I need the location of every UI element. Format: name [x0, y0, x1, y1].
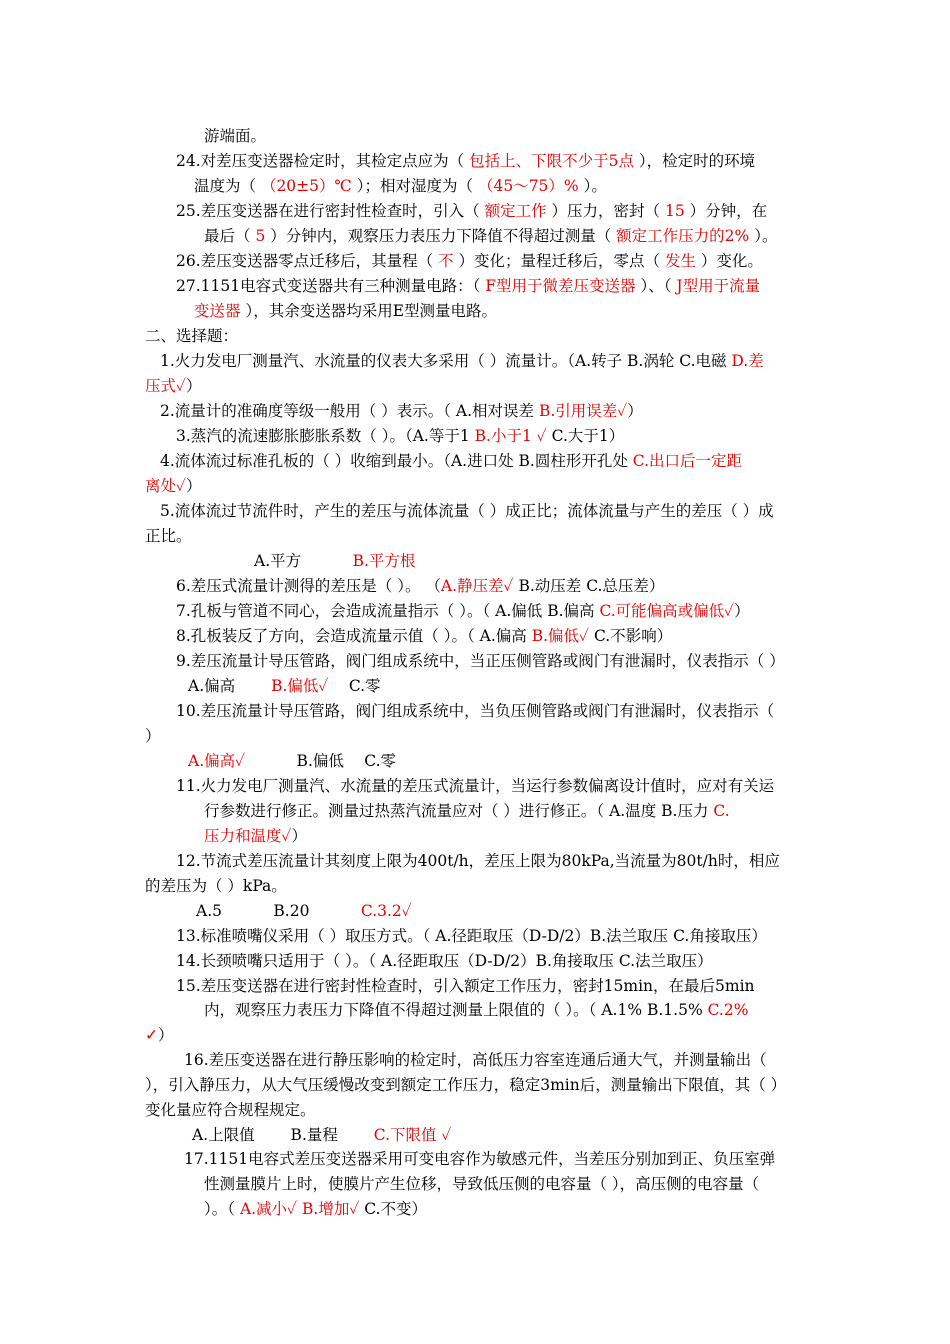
answer-text: F型用于微差压变送器: [485, 277, 636, 295]
answer-text: 15: [664, 202, 685, 220]
choice-question-15: 15.差压变送器在进行密封性检查时，引入额定工作压力，密封15min，在最后5min: [176, 977, 755, 995]
answer-text: 不: [438, 252, 454, 270]
choice-question-12: 12.节流式差压流量计其刻度上限为400t/h，差压上限为80kPa,当流量为80t/h时，相应: [176, 852, 780, 870]
answer-text: 额定工作压力的2%: [616, 227, 750, 245]
answer-text: C.下限值 ✓: [373, 1126, 452, 1144]
choice-question-12-cont: 的差压为（ ）kPa。: [145, 877, 287, 895]
choice-question-16-cont2: 变化量应符合规程规定。: [145, 1101, 316, 1119]
choice-question-16-cont: ），引入静压力，从大气压缓慢改变到额定工作压力，稳定3min后，测量输出下限值，其（ ）: [145, 1076, 787, 1094]
question-27: 27.1151电容式变送器共有三种测量电路：（ F型用于微差压变送器 ）、（ J型用于流量: [176, 277, 761, 295]
question-27-cont: 变送器 ），其余变送器均采用E型测量电路。: [194, 302, 498, 320]
answer-text: B.偏低✓: [271, 677, 329, 695]
answer-text: C.: [713, 802, 730, 820]
answer-text: 压力和温度✓: [204, 827, 292, 845]
question-25-cont: 最后（ 5 ）分钟内，观察压力表压力下降值不得超过测量（ 额定工作压力的2% ）。: [204, 227, 778, 245]
choice-question-1-cont: 压式✓）: [145, 377, 202, 395]
choice-question-14: 14.长颈喷嘴只适用于（ ）。（ A.径距取压（D-D/2）B.角接取压 C.法兰取压）: [176, 952, 713, 970]
doc-line-1: 游端面。: [204, 127, 267, 145]
answer-text: （45～75）%: [477, 177, 579, 195]
choice-question-5-options: A.平方 B.平方根: [254, 552, 416, 570]
choice-question-13: 13.标准喷嘴仪采用（ ）取压方式。（ A.径距取压（D-D/2）B.法兰取压 C.角接取压）: [176, 927, 767, 945]
answer-text: B.小于1 ✓: [474, 427, 547, 445]
choice-question-17-cont: 性测量膜片上时，使膜片产生位移，导致低压侧的电容量（ ），高压侧的电容量（: [204, 1175, 760, 1193]
choice-question-2: 2.流量计的准确度等级一般用（ ）表示。（ A.相对误差 B.引用误差✓）: [160, 402, 643, 420]
choice-question-9: 9.差压流量计导压管路，阀门组成系统中，当正压侧管路或阀门有泄漏时，仪表指示（ ）: [176, 652, 785, 670]
answer-text: 变送器: [194, 302, 241, 320]
answer-text: 5: [255, 227, 266, 245]
choice-question-7: 7.孔板与管道不同心，会造成流量指示（ ）。（ A.偏低 B.偏高 C.可能偏高或偏低✓）: [176, 602, 750, 620]
answer-text: A.静压差✓: [440, 577, 514, 595]
choice-question-17-cont2: ）。（ A.减小✓ B.增加✓ C.不变）: [204, 1200, 427, 1218]
choice-question-17: 17.1151电容式差压变送器采用可变电容作为敏感元件，当差压分别加到正、负压室弹: [184, 1150, 776, 1168]
answer-text: 额定工作: [484, 202, 547, 220]
answer-text: 包括上、下限不少于5点: [469, 152, 634, 170]
choice-question-12-options: A.5 B.20 C.3.2✓: [196, 902, 412, 920]
choice-question-11: 11.火力发电厂测量汽、水流量的差压式流量计，当运行参数偏离设计值时，应对有关运: [176, 777, 775, 795]
choice-question-16-options: A.上限值 B.量程 C.下限值 ✓: [192, 1126, 452, 1144]
choice-question-1: 1.火力发电厂测量汽、水流量的仪表大多采用（ ）流量计。（A.转子 B.涡轮 C.电磁 D.差: [160, 352, 764, 370]
choice-question-16: 16.差压变送器在进行静压影响的检定时，高低压力容室连通后通大气，并测量输出（: [184, 1051, 767, 1069]
choice-question-15-cont2: ✓）: [145, 1026, 174, 1044]
choice-question-10-cont: ）: [145, 727, 161, 745]
choice-question-3: 3.蒸汽的流速膨胀膨胀系数（ ）。（A.等于1 B.小于1 ✓ C.大于1）: [176, 427, 625, 445]
choice-question-11-cont2: 压力和温度✓）: [204, 827, 308, 845]
section-heading: 二、选择题：: [145, 327, 239, 345]
answer-text: A.偏高✓: [188, 752, 246, 770]
choice-question-6: 6.差压式流量计测得的差压是（ ）。 （A.静压差✓ B.动压差 C.总压差）: [176, 577, 665, 595]
answer-text: C.3.2✓: [360, 902, 412, 920]
choice-question-4: 4.流体流过标准孔板的（ ）收缩到最小。（A.进口处 B.圆柱形开孔处 C.出口后一定距: [160, 452, 743, 470]
answer-text: B.增加✓: [302, 1200, 360, 1218]
answer-text: 发生: [664, 252, 696, 270]
answer-text: J型用于流量: [676, 277, 761, 295]
answer-text: C.可能偏高或偏低✓: [599, 602, 735, 620]
question-26: 26.差压变送器零点迁移后，其量程（ 不 ）变化；量程迁移后，零点（ 发生 ）变化。: [176, 252, 763, 270]
answer-text: B.偏低✓: [531, 627, 590, 645]
choice-question-11-cont: 行参数进行修正。测量过热蒸汽流量应对（ ）进行修正。（ A.温度 B.压力 C.: [204, 802, 730, 820]
question-25: 25.差压变送器在进行密封性检查时，引入（ 额定工作 ）压力，密封（ 15 ）分钟，在: [176, 202, 768, 220]
answer-text: C.2%: [707, 1001, 749, 1019]
answer-text: B.引用误差✓: [538, 402, 628, 420]
choice-question-5: 5.流体流过节流件时，产生的差压与流体流量（ ）成正比；流体流量与产生的差压（ ）成: [160, 502, 774, 520]
choice-question-8: 8.孔板装反了方向，会造成流量示值（ ）。（ A.偏高 B.偏低✓ C.不影响）: [176, 627, 673, 645]
choice-question-10-options: A.偏高✓ B.偏低 C.零: [188, 752, 397, 770]
answer-text: 压式✓: [145, 377, 186, 395]
check-mark: ✓: [145, 1026, 158, 1044]
answer-text: A.减小✓: [239, 1200, 298, 1218]
choice-question-15-cont: 内，观察压力表压力下降值不得超过测量上限值的（ ）。（ A.1% B.1.5% C.2%: [204, 1001, 749, 1019]
question-24-cont: 温度为（ （20±5）℃ ）；相对湿度为（ （45～75）% ）。: [194, 177, 607, 195]
choice-question-5-cont: 正比。: [145, 527, 192, 545]
choice-question-4-cont: 离处✓）: [145, 477, 202, 495]
choice-question-10: 10.差压流量计导压管路，阀门组成系统中，当负压侧管路或阀门有泄漏时，仪表指示（: [176, 702, 775, 720]
answer-text: D.差: [731, 352, 764, 370]
answer-text: C.出口后一定距: [632, 452, 743, 470]
question-24: 24.对差压变送器检定时，其检定点应为（ 包括上、下限不少于5点 ），检定时的环境: [176, 152, 756, 170]
answer-text: （20±5）℃: [260, 177, 352, 195]
answer-text: 离处✓: [145, 477, 186, 495]
choice-question-9-options: A.偏高 B.偏低✓ C.零: [188, 677, 381, 695]
answer-text: B.平方根: [352, 552, 416, 570]
